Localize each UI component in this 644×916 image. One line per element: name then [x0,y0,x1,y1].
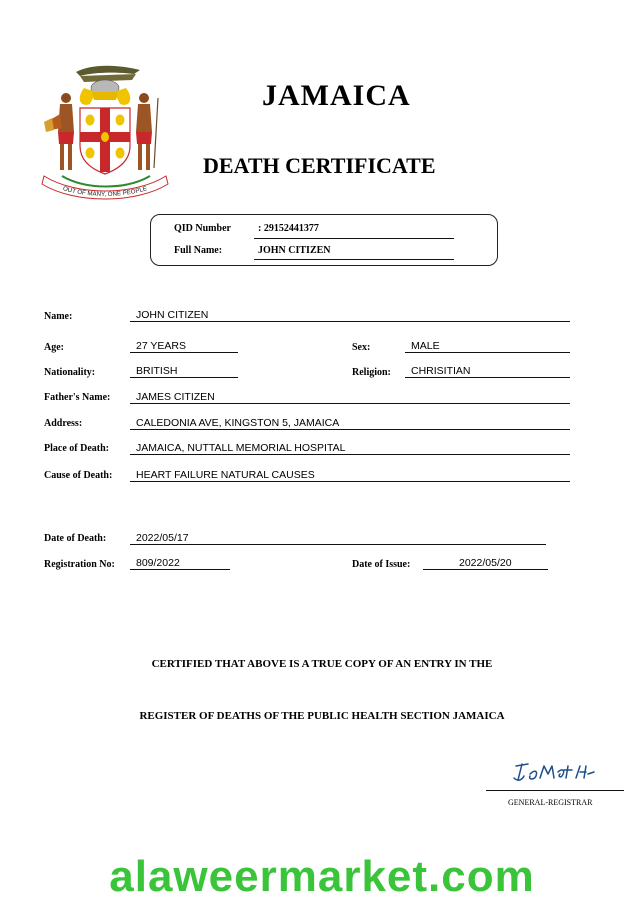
cause-of-death-underline [130,481,570,482]
date-of-issue-value: 2022/05/20 [459,557,512,569]
sex-value: MALE [411,340,440,352]
fullname-value: JOHN CITIZEN [258,245,331,256]
name-value: JOHN CITIZEN [136,309,209,321]
sex-underline [405,352,570,353]
country-title: JAMAICA [262,79,411,112]
cause-of-death-value: HEART FAILURE NATURAL CAUSES [136,469,315,481]
registration-underline [130,569,230,570]
father-name-underline [130,403,570,404]
date-of-issue-underline [423,569,548,570]
certification-line-2: REGISTER OF DEATHS OF THE PUBLIC HEALTH SECTION JAMAICA [139,710,505,722]
name-label: Name: [44,311,73,322]
qid-underline [254,238,454,239]
place-of-death-value: JAMAICA, NUTTALL MEMORIAL HOSPITAL [136,442,346,454]
age-label: Age: [44,342,64,353]
sex-label: Sex: [352,342,371,353]
registrar-title: GENERAL-REGISTRAR [508,798,593,807]
place-of-death-label: Place of Death: [44,443,109,454]
nationality-underline [130,377,238,378]
signature-line [486,790,624,791]
address-underline [130,429,570,430]
certification-line-1: CERTIFIED THAT ABOVE IS A TRUE COPY OF AN ENTRY IN THE [151,658,493,670]
date-of-death-value: 2022/05/17 [136,532,189,544]
nationality-label: Nationality: [44,367,96,378]
age-value: 27 YEARS [136,340,187,352]
name-underline [130,321,570,322]
religion-underline [405,377,570,378]
cause-of-death-label: Cause of Death: [44,470,113,481]
qid-label: QID Number [174,223,231,234]
father-name-label: Father's Name: [44,392,111,403]
motto-text: OUT OF MANY, ONE PEOPLE [62,185,148,199]
qid-value: : 29152441377 [258,223,319,234]
address-value: CALEDONIA AVE, KINGSTON 5, JAMAICA [136,417,340,429]
fullname-label: Full Name: [174,245,223,256]
registrar-signature [508,756,598,786]
religion-value: CHRISITIAN [411,365,471,377]
fullname-underline [254,259,454,260]
registration-value: 809/2022 [136,557,180,569]
watermark-text: alaweermarket.com [109,852,535,901]
nationality-value: BRITISH [136,365,178,377]
religion-label: Religion: [352,367,391,378]
date-of-issue-label: Date of Issue: [352,559,411,570]
document-title: DEATH CERTIFICATE [203,153,436,178]
coat-of-arms-emblem [36,58,174,206]
father-name-value: JAMES CITIZEN [136,391,215,403]
date-of-death-label: Date of Death: [44,533,107,544]
age-underline [130,352,238,353]
address-label: Address: [44,418,83,429]
place-of-death-underline [130,454,570,455]
date-of-death-underline [130,544,546,545]
registration-label: Registration No: [44,559,115,570]
